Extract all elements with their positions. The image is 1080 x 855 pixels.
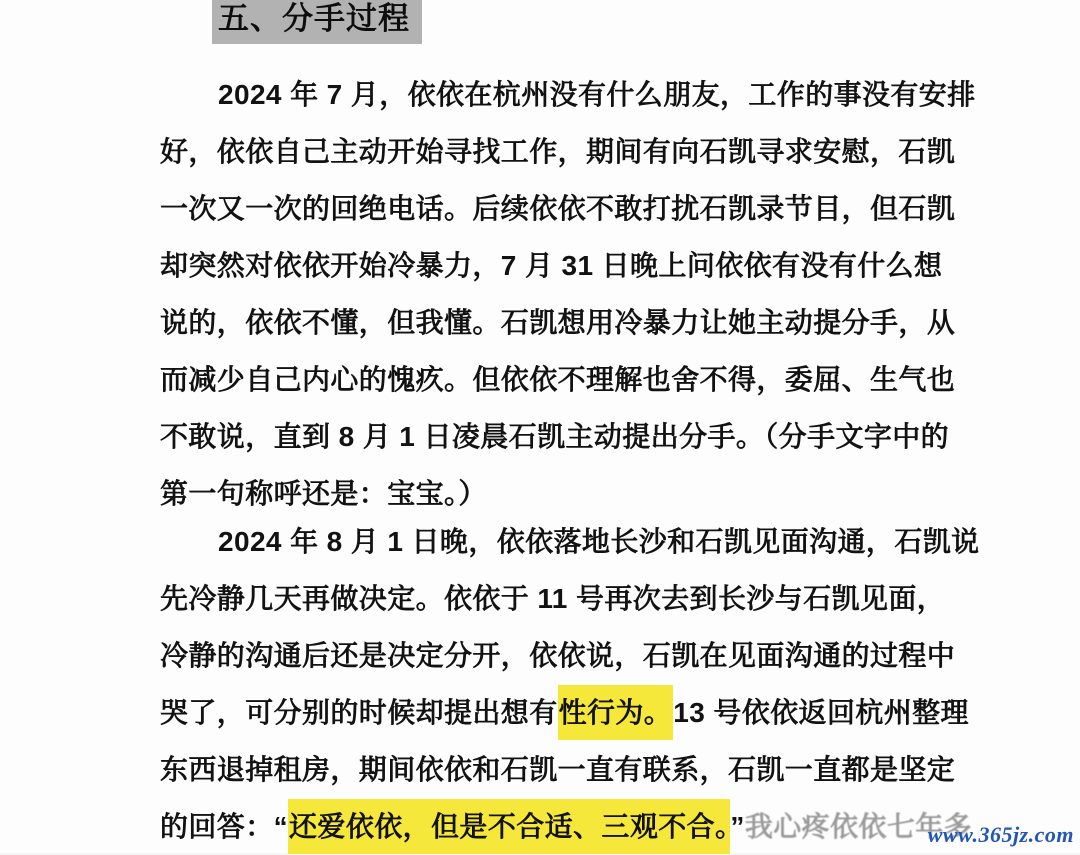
text-line: 而减少自己内心的愧疚。但依依不理解也舍不得，委屈、生气也 <box>160 364 956 395</box>
text-line: 却突然对依依开始冷暴力，7 月 31 日晚上问依依有没有什么想 <box>160 250 943 281</box>
yellow-highlighted-text: 还爱依依，但是不合适、三观不合。 <box>288 799 730 854</box>
section-heading <box>212 0 422 44</box>
text-segment: 的回答：“ <box>160 811 289 842</box>
text-line: 好，依依自己主动开始寻找工作，期间有向石凯寻求安慰，石凯 <box>160 136 956 167</box>
text-line: 东西退掉租房，期间依依和石凯一直有联系，石凯一直都是坚定 <box>160 754 956 785</box>
document-body <box>160 66 980 855</box>
text-line: 一次又一次的回绝电话。后续依依不敢打扰石凯录节目，但石凯 <box>160 193 956 224</box>
text-line: 冷静的沟通后还是决定分开，依依说，石凯在见面沟通的过程中 <box>160 640 956 671</box>
text-segment: 13 号依依返回杭州整理 <box>673 697 969 728</box>
text-line <box>160 798 973 855</box>
yellow-highlighted-text: 性行为。 <box>558 685 674 740</box>
section-heading-highlight: 五、分手过程 <box>212 0 422 44</box>
text-line: 2024 年 8 月 1 日晚，依依落地长沙和石凯见面沟通，石凯说 <box>218 526 980 557</box>
text-line: 先冷静几天再做决定。依依于 11 号再次去到长沙与石凯见面， <box>160 583 946 614</box>
text-segment: ” <box>730 811 745 842</box>
site-watermark: www.365jz.com <box>927 822 1074 847</box>
paragraph-breakup-start <box>160 66 976 522</box>
text-line: 2024 年 7 月，依依在杭州没有什么朋友，工作的事没有安排 <box>218 79 976 110</box>
text-line <box>160 684 969 741</box>
text-segment: 哭了，可分别的时候却提出想有 <box>160 697 558 728</box>
faded-text-segment: 我心疼依依七年多 <box>744 811 973 842</box>
text-line: 第一句称呼还是：宝宝。） <box>160 478 487 509</box>
text-line: 说的，依依不懂，但我懂。石凯想用冷暴力让她主动提分手，从 <box>160 307 956 338</box>
text-line: 不敢说，直到 8 月 1 日凌晨石凯主动提出分手。（分手文字中的 <box>160 421 950 452</box>
paragraph-breakup-meeting <box>160 513 980 855</box>
